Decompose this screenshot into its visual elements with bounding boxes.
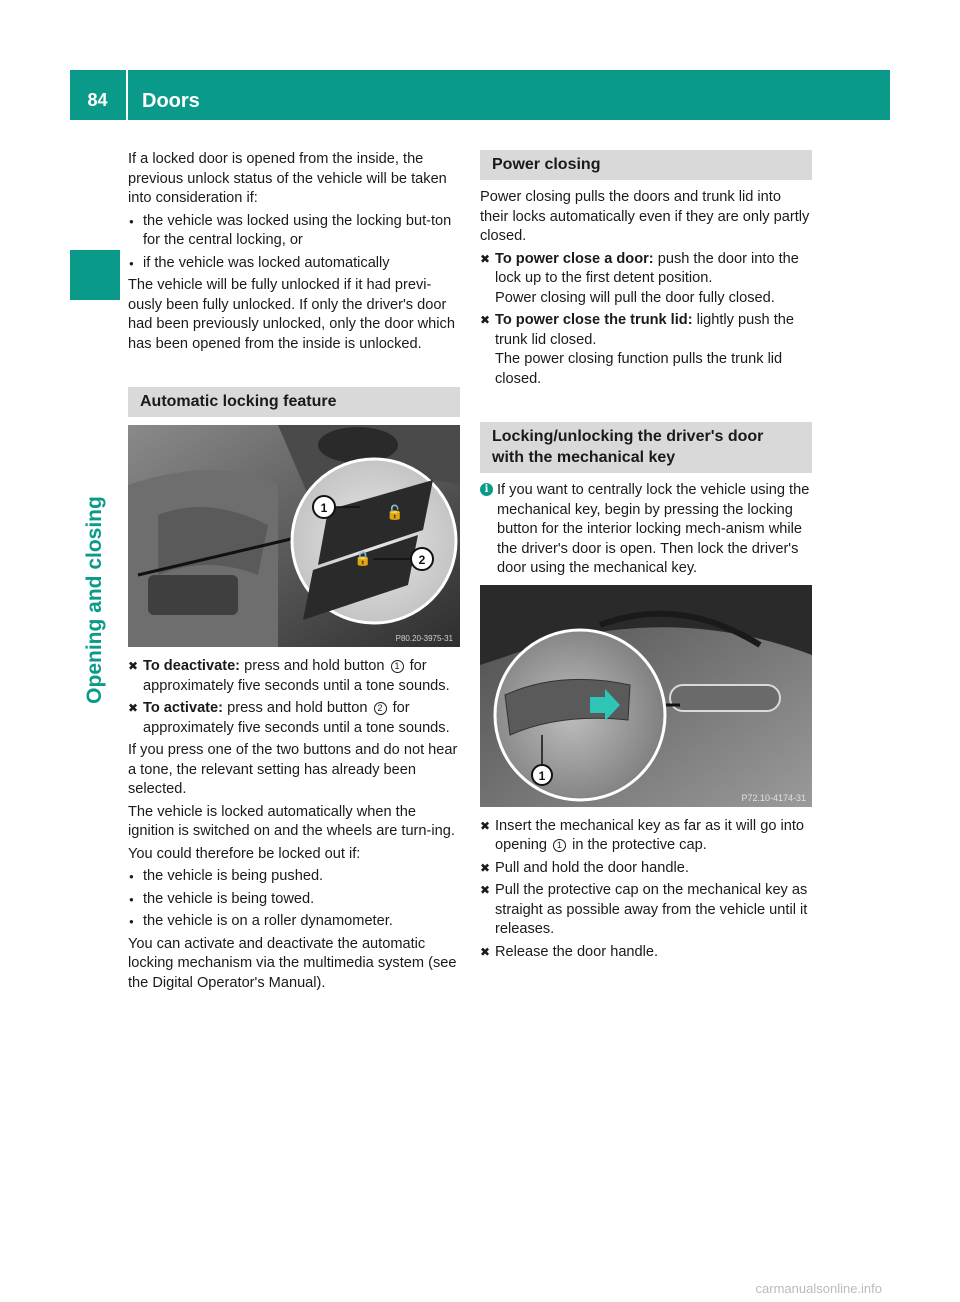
list-item: ● the vehicle is being pushed. — [128, 867, 460, 887]
list-item: ● the vehicle was locked using the locking but-ton for the central locking, or — [128, 212, 460, 251]
info-note: i If you want to centrally lock the vehicle using the mechanical key, begin by pressing the locking button for the interior locking mech-anism while the driver's door is open. Then lock the driver's door using the mechanical key. — [480, 481, 812, 579]
arrow-icon: ✖ — [128, 659, 139, 673]
arrow-icon: ✖ — [480, 251, 491, 266]
side-tab-marker — [70, 250, 120, 300]
paragraph: If you press one of the two buttons and do not hear a tone, the relevant setting has already been selected. — [128, 742, 458, 797]
list-item: ● if the vehicle was locked automatically — [128, 254, 460, 274]
page-number: 84 — [87, 90, 108, 110]
step-activate: ✖ To activate: press and hold button 2 for approximately five seconds until a tone sounds. — [128, 700, 450, 736]
watermark: carmanualsonline.info — [755, 1281, 882, 1296]
step-pull-cap: ✖ Pull the protective cap on the mechanical key as straight as possible away from the vehicle until it releases. — [480, 882, 808, 937]
section-heading-mechanical-key: Locking/unlocking the driver's door with the mechanical key — [480, 422, 812, 473]
unlock-paragraph: The vehicle will be fully unlocked if it had previ-ously been fully unlocked. If only the driver's door had been previously unlocked, only the door which has been opened from the inside is unlocked. — [128, 277, 455, 352]
svg-text:🔒: 🔒 — [354, 551, 372, 567]
step-power-close-door: ✖ To power close a door: push the door into the lock up to the first detent position. Power closing will pull the door fully closed. — [480, 250, 799, 306]
callout-2: 2 — [374, 702, 387, 715]
step-pull-handle: ✖ Pull and hold the door handle. — [480, 859, 812, 879]
paragraph: You could therefore be locked out if: — [128, 845, 361, 862]
header-divider — [126, 70, 128, 120]
illustration-code: P72.10-4174-31 — [741, 792, 806, 803]
paragraph: You can activate and deactivate the automatic locking mechanism via the multimedia system (see the Digital Operator's Manual). — [128, 935, 457, 991]
section-heading-power-closing: Power closing — [480, 150, 812, 180]
arrow-icon: ✖ — [480, 860, 491, 875]
svg-text:🔓: 🔓 — [386, 505, 404, 521]
info-icon: i — [480, 483, 493, 496]
svg-text:1: 1 — [320, 501, 328, 515]
svg-text:1: 1 — [538, 768, 546, 783]
list-item: ● the vehicle is on a roller dynamometer. — [128, 912, 460, 932]
mechanical-key-illustration — [480, 585, 812, 807]
paragraph: The vehicle is locked automatically when the ignition is switched on and the wheels are turn-ing. — [128, 803, 455, 839]
paragraph: Power closing pulls the doors and trunk lid into their locks automatically even if they are only partly closed. — [480, 189, 810, 244]
list-item: ● the vehicle is being towed. — [128, 890, 460, 910]
left-column — [128, 150, 460, 996]
arrow-icon: ✖ — [480, 944, 491, 959]
callout-1: 1 — [553, 839, 566, 852]
arrow-icon: ✖ — [480, 883, 491, 897]
svg-text:2: 2 — [418, 553, 426, 567]
step-power-close-trunk: ✖ To power close the trunk lid: lightly push the trunk lid closed. The power closing function pulls the trunk lid closed. — [480, 312, 794, 387]
automatic-locking-illustration — [128, 425, 460, 647]
callout-1: 1 — [391, 660, 404, 673]
chapter-label: Opening and closing — [83, 496, 106, 704]
step-deactivate: ✖ To deactivate: press and hold button 1 for approximately five seconds until a tone sounds. — [128, 658, 450, 694]
illustration-code: P80.20-3975-31 — [395, 634, 453, 643]
page-title: Doors — [142, 90, 200, 112]
arrow-icon: ✖ — [480, 313, 491, 327]
section-heading-automatic-locking: Automatic locking feature — [128, 387, 460, 417]
right-column — [480, 150, 812, 965]
intro-paragraph: If a locked door is opened from the inside, the previous unlock status of the vehicle will be taken into consideration if: — [128, 151, 447, 206]
arrow-icon: ✖ — [128, 701, 139, 715]
step-release-handle: ✖ Release the door handle. — [480, 943, 812, 963]
arrow-icon: ✖ — [480, 818, 491, 833]
step-insert-key: ✖ Insert the mechanical key as far as it will go into opening 1 in the protective cap. — [480, 817, 805, 853]
